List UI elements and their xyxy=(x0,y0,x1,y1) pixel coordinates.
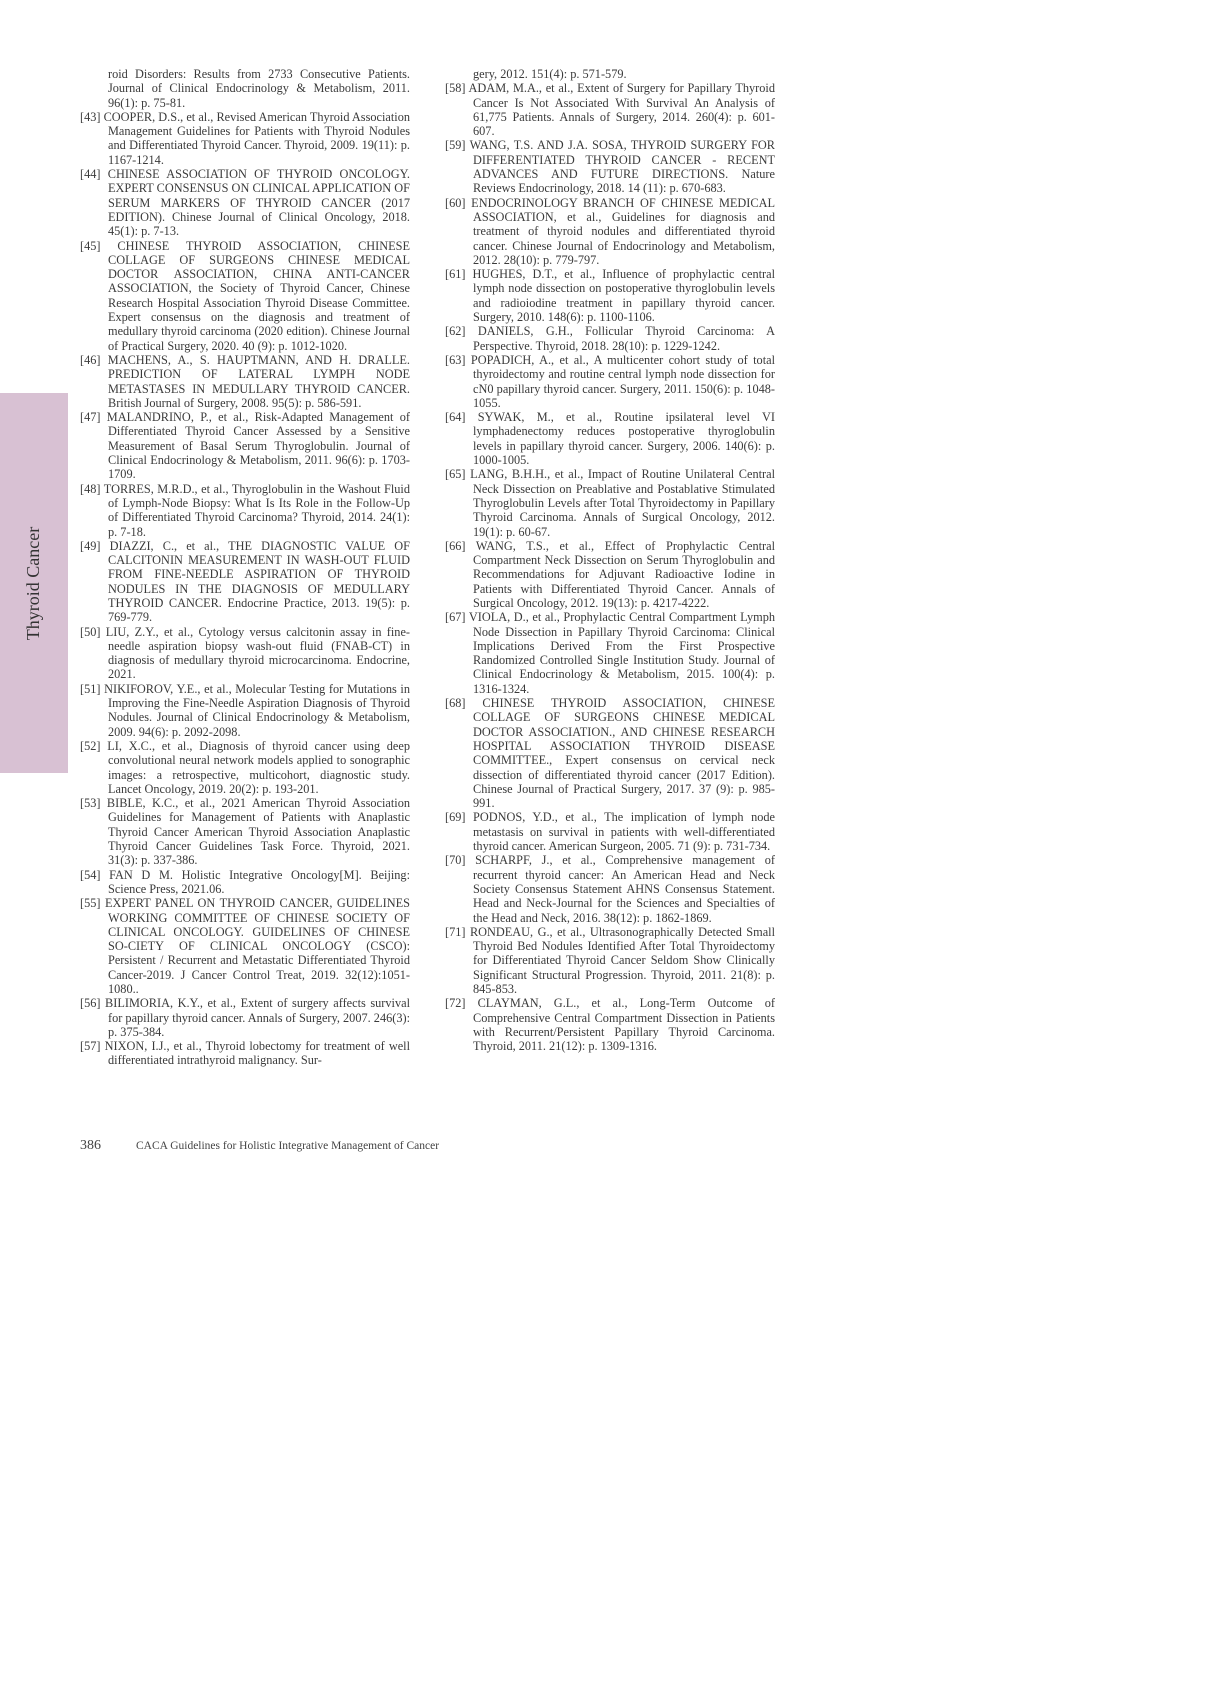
side-tab-label-wrapper xyxy=(0,393,68,773)
reference-57: [57] NIXON, I.J., et al., Thyroid lobectomy for treatment of well differentiated intrathyroid malignancy. Sur- xyxy=(80,1039,410,1068)
reference-62: [62] DANIELS, G.H., Follicular Thyroid Carcinoma: A Perspective. Thyroid, 2018. 28(10): p. 1229-1242. xyxy=(445,324,775,353)
reference-44: [44] CHINESE ASSOCIATION OF THYROID ONCOLOGY. EXPERT CONSENSUS ON CLINICAL APPLICATION OF SERUM MARKERS OF THYROID CANCER (2017 EDITION). Chinese Journal of Clinical Oncology, 2018. 45(1): p. 7-13. xyxy=(80,167,410,239)
reference-60: [60] ENDOCRINOLOGY BRANCH OF CHINESE MEDICAL ASSOCIATION, et al., Guidelines for diagnosis and treatment of thyroid nodules and differentiated thyroid cancer. Chinese Journal of Endocrinology and Metabolism, 2012. 28(10): p. 779-797. xyxy=(445,195,775,267)
page-number: 386 xyxy=(80,1138,101,1153)
reference-48: [48] TORRES, M.R.D., et al., Thyroglobulin in the Washout Fluid of Lymph-Node Biopsy: What Is Its Role in the Follow-Up of Differentiated Thyroid Carcinoma? Thyroid, 2014. 24(1): p. 7-18. xyxy=(80,481,410,539)
reference-column-right xyxy=(445,67,775,1053)
reference-column-left xyxy=(80,67,410,1068)
reference-71: [71] RONDEAU, G., et al., Ultrasonographically Detected Small Thyroid Bed Nodules Identified After Total Thyroidectomy for Differentiated Thyroid Cancer Seldom Show Clinically Significant Structural Progression. Thyroid, 2011. 21(8): p. 845-853. xyxy=(445,924,775,996)
reference-69: [69] PODNOS, Y.D., et al., The implication of lymph node metastasis on survival in patients with well-differentiated thyroid cancer. American Surgeon, 2005. 71 (9): p. 731-734. xyxy=(445,810,775,854)
reference-52: [52] LI, X.C., et al., Diagnosis of thyroid cancer using deep convolutional neural network models applied to sonographic images: a retrospective, multicohort, diagnostic study. Lancet Oncology, 2019. 20(2): p. 193-201. xyxy=(80,738,410,796)
reference-45: [45] CHINESE THYROID ASSOCIATION, CHINESE COLLAGE OF SURGEONS CHINESE MEDICAL DOCTOR ASSOCIATION, CHINA ANTI-CANCER ASSOCIATION, the Society of Thyroid Cancer, Chinese Research Hospital Association Thyroid Disease Committee. Expert consensus on the diagnosis and treatment of medullary thyroid carcinoma (2020 edition). Chinese Journal of Practical Surgery, 2020. 40 (9): p. 1012-1020. xyxy=(80,238,410,353)
reference-47: [47] MALANDRINO, P., et al., Risk-Adapted Management of Differentiated Thyroid Cancer Assessed by a Sensitive Measurement of Basal Serum Thyroglobulin. Journal of Clinical Endocrinology & Metabolism, 2011. 96(6): p. 1703-1709. xyxy=(80,410,410,482)
reference-continuation: gery, 2012. 151(4): p. 571-579. xyxy=(473,67,627,81)
reference-49: [49] DIAZZI, C., et al., THE DIAGNOSTIC VALUE OF CALCITONIN MEASUREMENT IN WASH-OUT FLUID FROM FINE-NEEDLE ASPIRATION OF THYROID NODULES IN THE DIAGNOSIS OF MEDULLARY THYROID CANCER. Endocrine Practice, 2013. 19(5): p. 769-779. xyxy=(80,538,410,625)
page-footer xyxy=(80,1138,439,1154)
reference-43: [43] COOPER, D.S., et al., Revised American Thyroid Association Management Guidelines for Patients with Thyroid Nodules and Differentiated Thyroid Cancer. Thyroid, 2009. 19(11): p. 1167-1214. xyxy=(80,109,410,167)
reference-58: [58] ADAM, M.A., et al., Extent of Surgery for Papillary Thyroid Cancer Is Not Associated With Survival An Analysis of 61,775 Patients. Annals of Surgery, 2014. 260(4): p. 601-607. xyxy=(445,81,775,139)
reference-50: [50] LIU, Z.Y., et al., Cytology versus calcitonin assay in fine-needle aspiration biopsy wash-out fluid (FNAB-CT) in diagnosis of medullary thyroid microcarcinoma. Endocrine, 2021. xyxy=(80,624,410,682)
reference-61: [61] HUGHES, D.T., et al., Influence of prophylactic central lymph node dissection on postoperative thyroglobulin levels and radioiodine treatment in papillary thyroid cancer. Surgery, 2010. 148(6): p. 1100-1106. xyxy=(445,267,775,325)
side-tab-label: Thyroid Cancer xyxy=(23,526,44,640)
reference-72: [72] CLAYMAN, G.L., et al., Long-Term Outcome of Comprehensive Central Compartment Dissection in Patients with Recurrent/Persistent Papillary Thyroid Carcinoma. Thyroid, 2011. 21(12): p. 1309-1316. xyxy=(445,996,775,1054)
reference-65: [65] LANG, B.H.H., et al., Impact of Routine Unilateral Central Neck Dissection on Preablative and Postablative Stimulated Thyroglobulin Levels after Total Thyroidectomy in Papillary Thyroid Carcinoma. Annals of Surgical Oncology, 2012. 19(1): p. 60-67. xyxy=(445,467,775,539)
reference-55: [55] EXPERT PANEL ON THYROID CANCER, GUIDELINES WORKING COMMITTEE OF CHINESE SOCIETY OF CLINICAL ONCOLOGY. GUIDELINES OF CHINESE SO-CIETY OF CLINICAL ONCOLOGY (CSCO): Persistent / Recurrent and Metastatic Differentiated Thyroid Cancer-2019. J Cancer Control Treat, 2019. 32(12):1051-1080.. xyxy=(80,896,410,996)
reference-64: [64] SYWAK, M., et al., Routine ipsilateral level VI lymphadenectomy reduces postoperative thyroglobulin levels in papillary thyroid cancer. Surgery, 2006. 140(6): p. 1000-1005. xyxy=(445,410,775,468)
reference-59: [59] WANG, T.S. AND J.A. SOSA, THYROID SURGERY FOR DIFFERENTIATED THYROID CANCER - RECENT ADVANCES AND FUTURE DIRECTIONS. Nature Reviews Endocrinology, 2018. 14 (11): p. 670-683. xyxy=(445,138,775,196)
reference-46: [46] MACHENS, A., S. HAUPTMANN, AND H. DRALLE. PREDICTION OF LATERAL LYMPH NODE METASTASES IN MEDULLARY THYROID CANCER. British Journal of Surgery, 2008. 95(5): p. 586-591. xyxy=(80,352,410,410)
reference-51: [51] NIKIFOROV, Y.E., et al., Molecular Testing for Mutations in Improving the Fine-Needle Aspiration Diagnosis of Thyroid Nodules. Journal of Clinical Endocrinology & Metabolism, 2009. 94(6): p. 2092-2098. xyxy=(80,681,410,739)
reference-56: [56] BILIMORIA, K.Y., et al., Extent of surgery affects survival for papillary thyroid cancer. Annals of Surgery, 2007. 246(3): p. 375-384. xyxy=(80,996,410,1039)
running-title: CACA Guidelines for Holistic Integrative Management of Cancer xyxy=(136,1140,440,1152)
side-tab xyxy=(0,393,68,773)
reference-continuation: roid Disorders: Results from 2733 Consecutive Patients. Journal of Clinical Endocrinology & Metabolism, 2011. 96(1): p. 75-81. xyxy=(108,67,410,110)
reference-68: [68] CHINESE THYROID ASSOCIATION, CHINESE COLLAGE OF SURGEONS CHINESE MEDICAL DOCTOR ASSOCIATION., AND CHINESE RESEARCH HOSPITAL ASSOCIATION THYROID DISEASE COMMITTEE., Expert consensus on cervical neck dissection of differentiated thyroid cancer (2017 Edition). Chinese Journal of Practical Surgery, 2017. 37 (9): p. 985-991. xyxy=(445,696,775,811)
reference-66: [66] WANG, T.S., et al., Effect of Prophylactic Central Compartment Neck Dissection on Serum Thyroglobulin and Recommendations for Adjuvant Radioactive Iodine in Patients with Differentiated Thyroid Cancer. Annals of Surgical Oncology, 2012. 19(13): p. 4217-4222. xyxy=(445,538,775,610)
reference-53: [53] BIBLE, K.C., et al., 2021 American Thyroid Association Guidelines for Management of Patients with Anaplastic Thyroid Cancer American Thyroid Association Anaplastic Thyroid Cancer Guidelines Task Force. Thyroid, 2021. 31(3): p. 337-386. xyxy=(80,796,410,868)
reference-67: [67] VIOLA, D., et al., Prophylactic Central Compartment Lymph Node Dissection in Papillary Thyroid Carcinoma: Clinical Implications Derived From the First Prospective Randomized Controlled Single Institution Study. Journal of Clinical Endocrinology & Metabolism, 2015. 100(4): p. 1316-1324. xyxy=(445,610,775,696)
reference-70: [70] SCHARPF, J., et al., Comprehensive management of recurrent thyroid cancer: An American Head and Neck Society Consensus Statement AHNS Consensus Statement. Head and Neck-Journal for the Sciences and Specialties of the Head and Neck, 2016. 38(12): p. 1862-1869. xyxy=(445,853,775,925)
reference-63: [63] POPADICH, A., et al., A multicenter cohort study of total thyroidectomy and routine central lymph node dissection for cN0 papillary thyroid cancer. Surgery, 2011. 150(6): p. 1048-1055. xyxy=(445,352,775,410)
reference-54: [54] FAN D M. Holistic Integrative Oncology[M]. Beijing: Science Press, 2021.06. xyxy=(80,867,410,896)
